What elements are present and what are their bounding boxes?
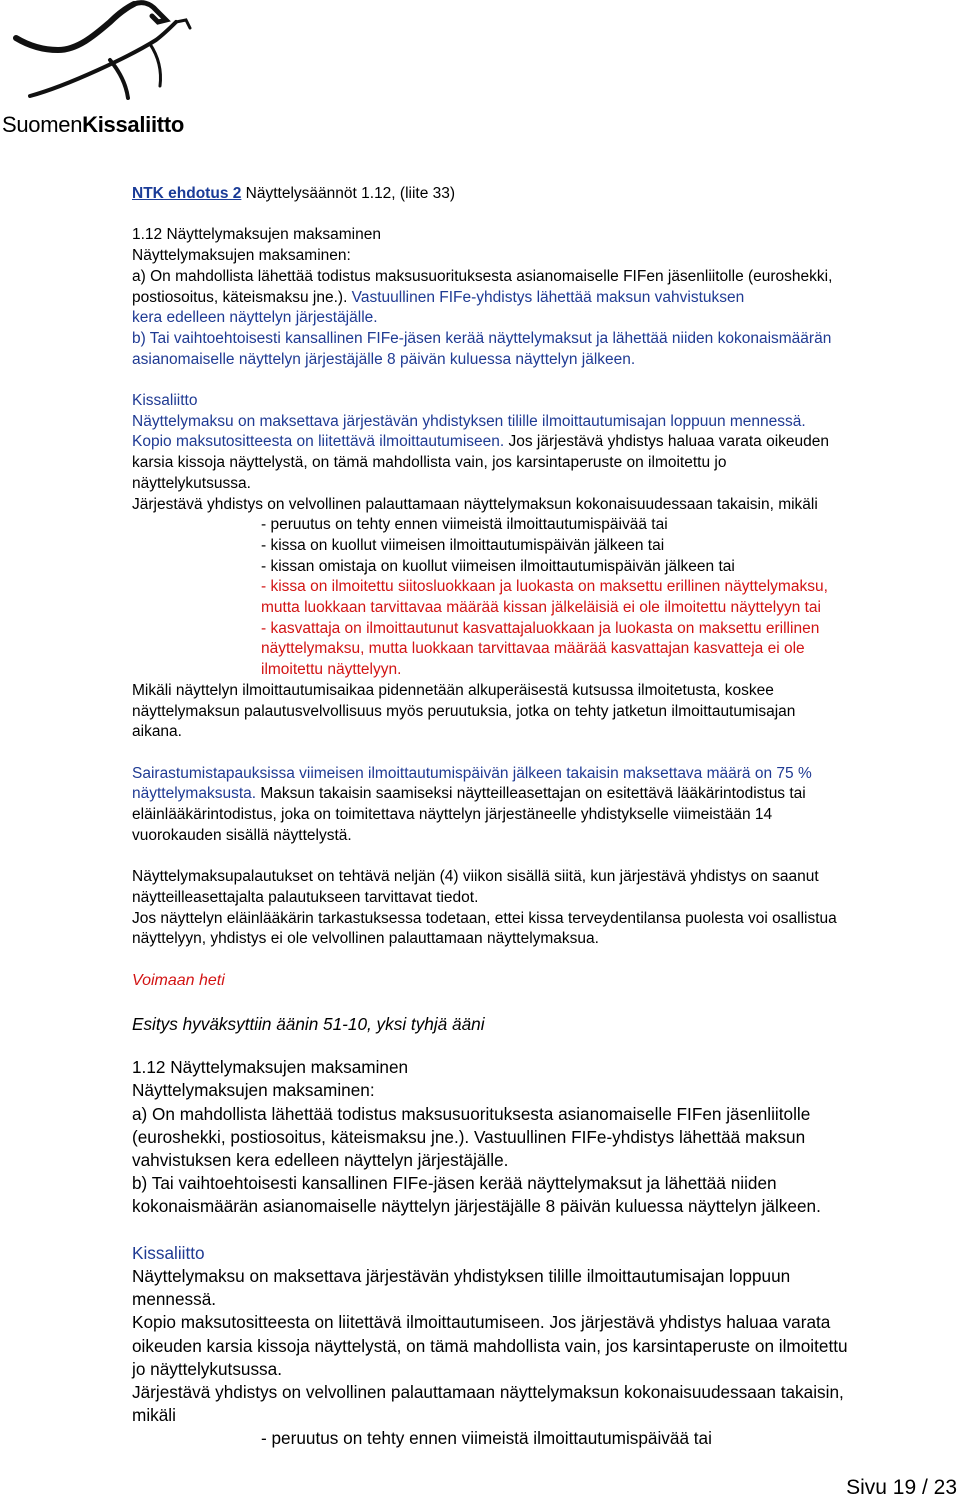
paragraph-line: Sairastumistapauksissa viimeisen ilmoittautumispäivän jälkeen takaisin maksettava määrä on 75 % [132, 764, 812, 782]
paragraph-line: a) On mahdollista lähettää todistus maksusuorituksesta asianomaiselle FIFen jäsenliitolle [132, 1103, 811, 1124]
paragraph-line: näyttelyyn, yhdistys ei ole velvollinen palauttamaan näyttelymaksua. [132, 930, 599, 948]
paragraph-line: näyttelymaksun palautusvelvollisuus myös peruutuksia, jotka on tehty jatketun ilmoittautumisajan [132, 702, 796, 720]
paragraph-line: vahvistuksen kera edelleen näyttelyn järjestäjälle. [132, 1150, 509, 1171]
paragraph-line: Jos näyttelyn eläinlääkärin tarkastuksessa todetaan, ettei kissa terveydentilansa puolesta voi osallistua [132, 909, 837, 927]
paragraph-line: vuorokauden sisällä näyttelystä. [132, 826, 352, 844]
paragraph-line: näytteilleasettajalta palautukseen tarvittavat tiedot. [132, 888, 479, 906]
proposal-subtitle: Näyttelysäännöt 1.12, (liite 33) [241, 185, 456, 202]
refund-condition: - peruutus on tehty ennen viimeistä ilmoittautumispäivää tai [261, 516, 668, 534]
paragraph-line: karsia kissoja näyttelystä, on tämä mahdollista vain, jos karsintaperuste on ilmoitettu jo [132, 454, 727, 472]
page-number: Sivu 19 / 23 [846, 1476, 957, 1499]
paragraph-line: näyttelymaksusta. Maksun takaisin saamiseksi näytteilleasettajan on esitettävä lääkärintodistus tai [132, 785, 806, 803]
paragraph-line: Näyttelymaksu on maksettava järjestävän yhdistyksen tilille ilmoittautumisajan loppuun [132, 1266, 791, 1287]
paragraph-line: postiosoitus, käteismaksu jne.). Vastuullinen FIFe-yhdistys lähettää maksun vahvistuksen [132, 288, 745, 306]
paragraph-line: aikana. [132, 723, 182, 741]
kissaliitto-label: Kissaliitto [132, 1242, 205, 1263]
vote-result: Esitys hyväksyttiin äänin 51-10, yksi tyhjä ääni [132, 1014, 485, 1034]
paragraph-line: Järjestävä yhdistys on velvollinen palauttamaan näyttelymaksun kokonaisuudessaan takaisin, [132, 1382, 844, 1403]
logo-wordmark [2, 112, 184, 138]
proposal-heading [132, 184, 952, 205]
refund-condition-new: ilmoitettu näyttelyyn. [261, 661, 402, 679]
paragraph-line: eläinlääkärintodistus, joka on toimitettava näyttelyn järjestäneelle yhdistykselle viimeistään 14 [132, 806, 773, 824]
paragraph-line: Näyttelymaksujen maksaminen: [132, 247, 351, 265]
paragraph-line: Näyttelymaksujen maksaminen: [132, 1080, 375, 1101]
paragraph-line: Näyttelymaksu on maksettava järjestävän yhdistyksen tilille ilmoittautumisajan loppuun mennessä. [132, 412, 806, 430]
paragraph-line: Kopio maksutositteesta on liitettävä ilmoittautumiseen. Jos järjestävä yhdistys haluaa varata [132, 1312, 831, 1333]
paragraph-line: näyttelykutsussa. [132, 474, 251, 492]
paragraph-line: oikeuden karsia kissoja näyttelystä, on tämä mahdollista vain, jos karsintaperuste on ilmoitettu [132, 1335, 848, 1356]
paragraph-line: 1.12 Näyttelymaksujen maksaminen [132, 1057, 409, 1078]
logo-word-kissaliitto: Kissaliitto [82, 112, 184, 137]
paragraph-line: jo näyttelykutsussa. [132, 1358, 282, 1379]
refund-condition: - kissa on kuollut viimeisen ilmoittautumispäivän jälkeen tai [261, 536, 665, 554]
paragraph-line: 1.12 Näyttelymaksujen maksaminen [132, 226, 381, 244]
refund-condition: - peruutus on tehty ennen viimeistä ilmoittautumispäivää tai [261, 1428, 712, 1449]
paragraph-line: kokonaismäärän asianomaiselle näyttelyn järjestäjälle 8 päivän kuluessa näyttelyn jälkeen. [132, 1196, 821, 1217]
paragraph-line: Järjestävä yhdistys on velvollinen palauttamaan näyttelymaksun kokonaisuudessaan takaisin, mikäli [132, 495, 818, 513]
paragraph-line: Kopio maksutositteesta on liitettävä ilmoittautumiseen. Jos järjestävä yhdistys haluaa varata oikeuden [132, 433, 830, 451]
suomen-kissaliitto-logo [0, 0, 215, 140]
paragraph-line: Mikäli näyttelyn ilmoittautumisaikaa pidennetään alkuperäisestä kutsussa ilmoitetusta, koskee [132, 681, 774, 699]
cat-logo-icon [0, 0, 215, 115]
paragraph-line: Näyttelymaksupalautukset on tehtävä neljän (4) viikon sisällä siitä, kun järjestävä yhdistys on saanut [132, 868, 819, 886]
paragraph-line: mikäli [132, 1405, 176, 1426]
proposal-block [132, 184, 952, 991]
refund-condition-new: näyttelymaksu, mutta luokkaan tarvittavaa määrää kasvattajan kasvatteja ei ole [261, 640, 805, 658]
paragraph-line: (euroshekki, postiosoitus, käteismaksu jne.). Vastuullinen FIFe-yhdistys lähettää maksun [132, 1126, 806, 1147]
paragraph-line: mennessä. [132, 1289, 217, 1310]
refund-condition-new: - kasvattaja on ilmoittautunut kasvattajaluokkaan ja luokasta on maksettu erillinen [261, 619, 820, 637]
effective-note: Voimaan heti [132, 971, 225, 989]
refund-condition-new: mutta luokkaan tarvittavaa määrää kissan jälkeläisiä ei ole ilmoitettu näyttelyyn tai [261, 599, 821, 617]
approved-block [132, 1013, 958, 1451]
paragraph-line: b) Tai vaihtoehtoisesti kansallinen FIFe-jäsen kerää näyttelymaksut ja lähettää niiden [132, 1173, 777, 1194]
refund-condition-new: - kissa on ilmoitettu siitosluokkaan ja luokasta on maksettu erillinen näyttelymaksu, [261, 578, 828, 596]
kissaliitto-label: Kissaliitto [132, 392, 198, 409]
paragraph-line: a) On mahdollista lähettää todistus maksusuorituksesta asianomaiselle FIFen jäsenliitolle (euroshekki, [132, 267, 833, 285]
logo-word-suomen: Suomen [2, 112, 83, 137]
paragraph-line: asianomaiselle näyttelyn järjestäjälle 8 päivän kuluessa näyttelyn jälkeen. [132, 350, 636, 368]
paragraph-line: kera edelleen näyttelyn järjestäjälle. [132, 309, 378, 327]
proposal-title: NTK ehdotus 2 [132, 185, 242, 202]
paragraph-line: b) Tai vaihtoehtoisesti kansallinen FIFe-jäsen kerää näyttelymaksut ja lähettää niiden kokonaismäärän [132, 329, 832, 347]
refund-condition: - kissan omistaja on kuollut viimeisen ilmoittautumispäivän jälkeen tai [261, 557, 735, 575]
